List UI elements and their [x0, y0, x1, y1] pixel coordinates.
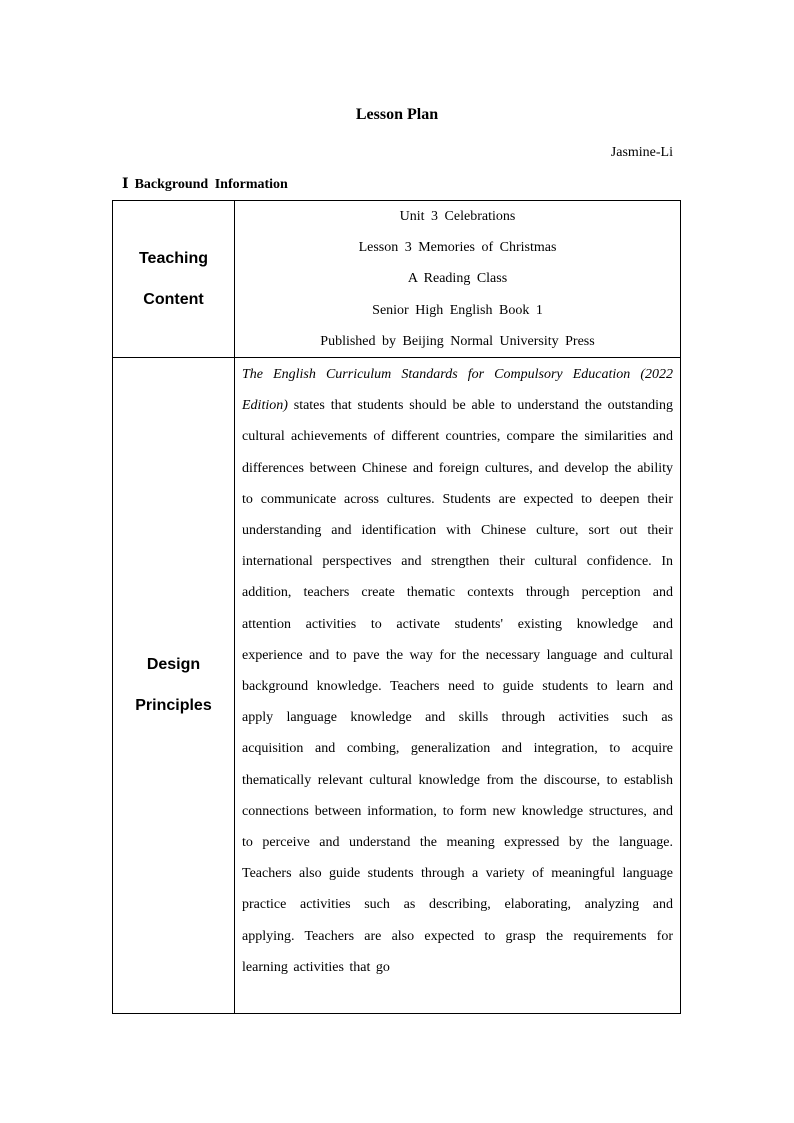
document-title: Lesson Plan — [355, 106, 439, 123]
background-info-table — [112, 200, 681, 1014]
design-principles-body: states that students should be able to understand the outstanding cultural achievements of different countries, compare the similarities and differences between Chinese and foreign cultures, and develop the ability to communicate across cultures. Students are expected to deepen their understanding and identification with Chinese culture, sort out their international perspectives and strengthen their cultural confidence. In addition, teachers create thematic contexts through perception and attention activities to activate students' existing knowledge and experience and to pave the way for the necessary language and cultural background knowledge. Teachers need to guide students to learn and apply language knowledge and skills through activities such as acquisition and combing, generalization and integration, to acquire thematically relevant cultural knowledge from the discourse, to establish connections between information, to form new knowledge structures, and to perceive and understand the meaning expressed by the language. Teachers also guide students through a variety of meaningful language practice activities such as describing, elaborating, analyzing and applying. Teachers are also expected to grasp the requirements for learning activities that go — [242, 398, 673, 975]
publisher-line: Published by Beijing Normal University Press — [320, 333, 595, 349]
author-name: Jasmine-Li — [610, 145, 673, 160]
teaching-content-label-line1: Teaching — [138, 249, 209, 267]
table-row-teaching-content — [113, 201, 681, 358]
design-principles-label — [113, 357, 235, 1013]
section-title: Background Information — [134, 177, 288, 192]
teaching-content-label — [113, 201, 235, 358]
design-principles-cell — [235, 357, 681, 1013]
design-principles-label-line1: Design — [146, 656, 201, 674]
class-type-line: A Reading Class — [407, 271, 508, 287]
table-row-design-principles — [113, 357, 681, 1013]
lesson-line: Lesson 3 Memories of Christmas — [358, 240, 557, 256]
section-numeral: Ⅰ — [122, 177, 129, 192]
curriculum-standards-citation: The English Curriculum Standards for Compulsory Education (2022 Edition) — [242, 366, 673, 414]
design-principles-label-line2: Principles — [135, 697, 212, 715]
teaching-content-label-line2: Content — [143, 290, 204, 308]
unit-line: Unit 3 Celebrations — [399, 209, 516, 224]
teaching-content-cell — [235, 201, 681, 358]
section-heading — [122, 176, 288, 193]
design-principles-paragraph — [242, 359, 673, 983]
textbook-line: Senior High English Book 1 — [372, 302, 543, 318]
